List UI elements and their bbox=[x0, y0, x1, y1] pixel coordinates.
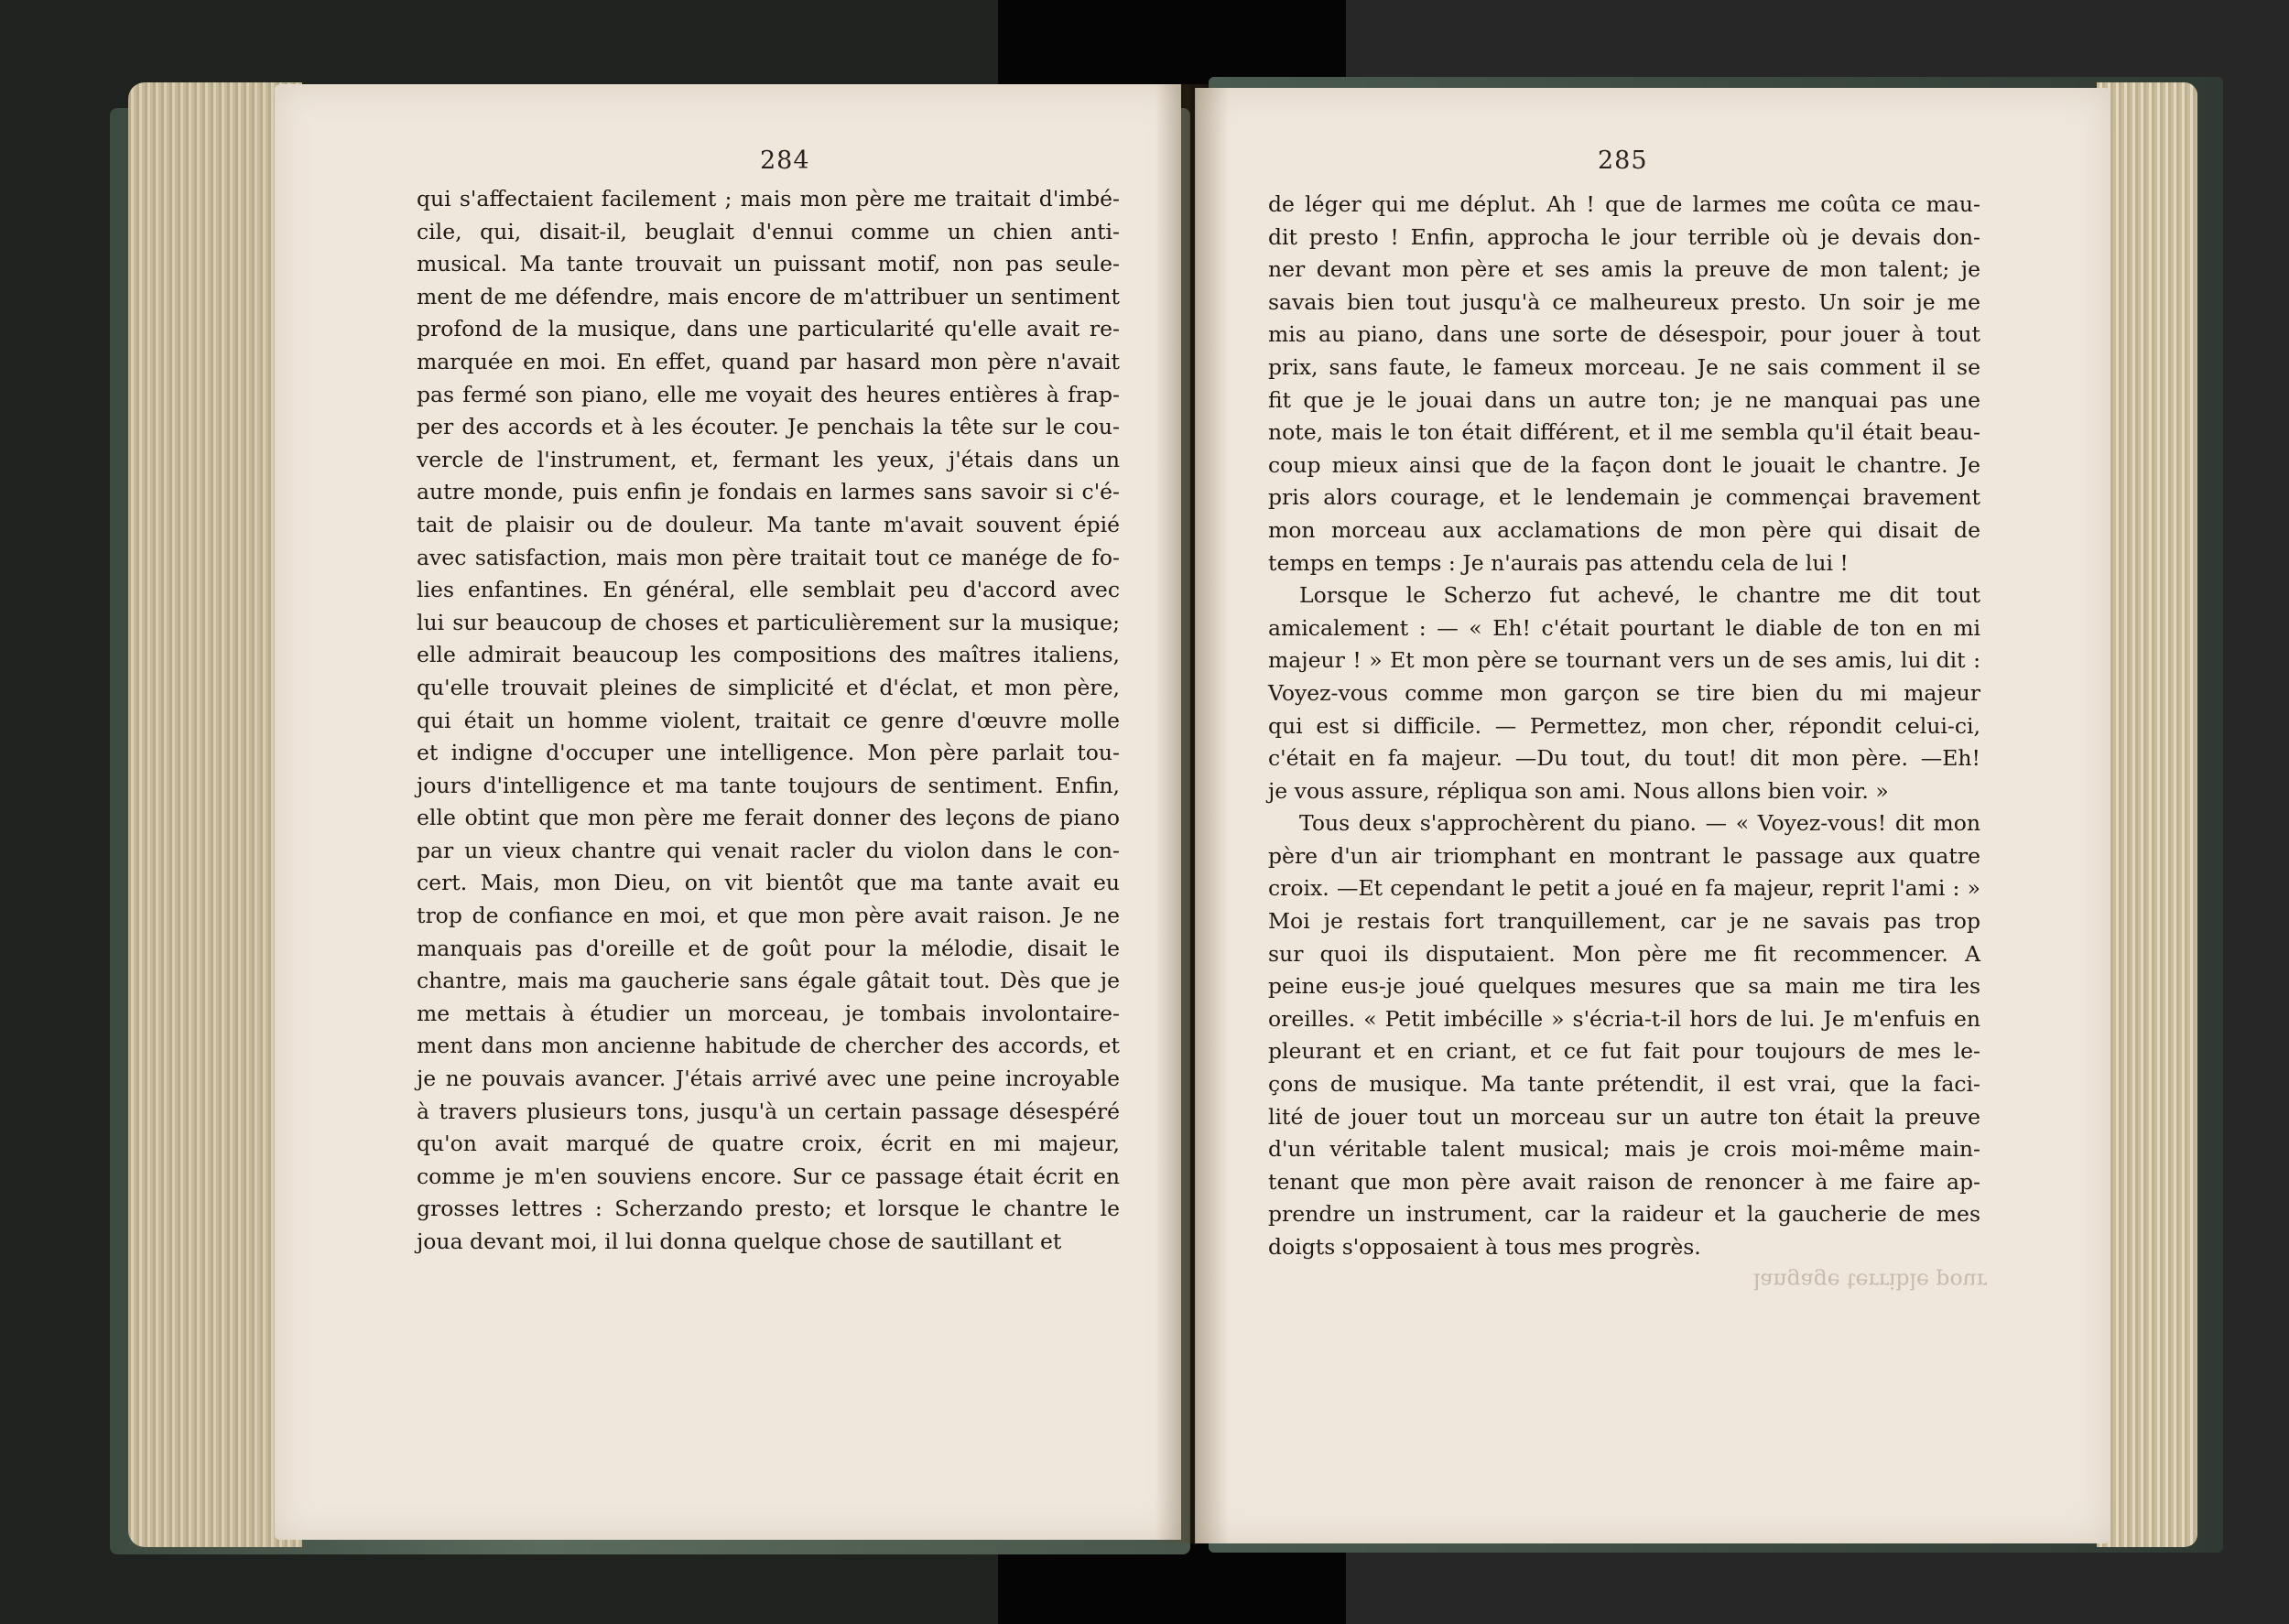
text-line: lité de jouer tout un morceau sur un autre ton était la preuve bbox=[1268, 1103, 1980, 1130]
text-line: qu'on avait marqué de quatre croix, écrit en mi majeur, bbox=[417, 1131, 1120, 1157]
text-line: mon morceau aux acclamations de mon père qui disait de bbox=[1268, 516, 1980, 543]
text-line: profond de la musique, dans une particularité qu'elle avait re- bbox=[417, 316, 1120, 342]
text-line: avec satisfaction, mais mon père traitait tout ce manége de fo- bbox=[417, 544, 1120, 570]
text-line: Lorsque le Scherzo fut achevé, le chantre me dit tout bbox=[1299, 582, 1980, 609]
text-line: çons de musique. Ma tante prétendit, il est vrai, que la faci- bbox=[1268, 1071, 1980, 1098]
text-line: per des accords et à les écouter. Je penchais la tête sur le cou- bbox=[417, 414, 1120, 440]
text-line: fit que je le jouai dans un autre ton; je ne manquai pas une bbox=[1268, 386, 1980, 413]
text-line: trop de confiance en moi, et que mon père avait raison. Je ne bbox=[417, 903, 1120, 929]
text-line: qui est si difficile. — Permettez, mon cher, répondit celui-ci, bbox=[1268, 712, 1980, 739]
text-line: chantre, mais ma gaucherie sans égale gâtait tout. Dès que je bbox=[417, 968, 1120, 994]
text-line: pas fermé son piano, elle me voyait des heures entières à frap- bbox=[417, 381, 1120, 407]
text-line: savais bien tout jusqu'à ce malheureux presto. Un soir je me bbox=[1268, 288, 1980, 315]
text-line: musical. Ma tante trouvait un puissant motif, non pas seule- bbox=[417, 251, 1120, 277]
text-line: cile, qui, disait-il, beuglait d'ennui comme un chien anti- bbox=[417, 218, 1120, 244]
text-line: note, mais le ton était différent, et il me sembla qu'il était beau- bbox=[1268, 419, 1980, 446]
text-line: tenant que mon père avait raison de renoncer à me faire ap- bbox=[1268, 1168, 1980, 1195]
text-line: Voyez-vous comme mon garçon se tire bien du mi majeur bbox=[1268, 679, 1980, 706]
text-line: marquée en moi. En effet, quand par hasard mon père n'avait bbox=[417, 348, 1120, 374]
text-line: père d'un air triomphant en montrant le passage aux quatre bbox=[1268, 842, 1980, 869]
text-line: ment de me défendre, mais encore de m'attribuer un sentiment bbox=[417, 283, 1120, 309]
text-line: grosses lettres : Scherzando presto; et lorsque le chantre le bbox=[417, 1196, 1120, 1222]
text-line: comme je m'en souviens encore. Sur ce passage était écrit en bbox=[417, 1163, 1120, 1189]
text-line: croix. —Et cependant le petit a joué en fa majeur, reprit l'ami : » bbox=[1268, 875, 1980, 902]
text-line: sur quoi ils disputaient. Mon père me fit recommencer. A bbox=[1268, 940, 1980, 967]
text-line: qu'elle trouvait pleines de simplicité et d'éclat, et mon père, bbox=[417, 674, 1120, 700]
text-line: ment dans mon ancienne habitude de chercher des accords, et bbox=[417, 1033, 1120, 1059]
text-line: me mettais à étudier un morceau, je tombais involontaire- bbox=[417, 1000, 1120, 1026]
text-line: d'un véritable talent musical; mais je crois moi-même main- bbox=[1268, 1136, 1980, 1163]
text-line: ner devant mon père et ses amis la preuve de mon talent; je bbox=[1268, 256, 1980, 283]
text-line: mis au piano, dans une sorte de désespoir, pour jouer à tout bbox=[1268, 321, 1980, 348]
text-line: par un vieux chantre qui venait racler du violon dans le con- bbox=[417, 837, 1120, 863]
text-line: peine eus-je joué quelques mesures que sa main me tira les bbox=[1268, 973, 1980, 1000]
text-line: pleurant et en criant, et ce fut fait pour toujours de mes le- bbox=[1268, 1038, 1980, 1065]
text-line: temps en temps : Je n'aurais pas attendu cela de lui ! bbox=[1268, 549, 1849, 576]
text-line: joua devant moi, il lui donna quelque chose de sautillant et bbox=[417, 1229, 1062, 1254]
text-line: lies enfantines. En général, elle semblait peu d'accord avec bbox=[417, 577, 1120, 603]
text-line: de léger qui me déplut. Ah ! que de larmes me coûta ce mau- bbox=[1268, 191, 1980, 217]
page-number-right: 285 bbox=[1598, 146, 1648, 175]
text-line: Moi je restais fort tranquillement, car je ne savais pas trop bbox=[1268, 908, 1980, 935]
text-line: je ne pouvais avancer. J'étais arrivé avec une peine incroyable bbox=[417, 1066, 1120, 1092]
text-line: jours d'intelligence et ma tante toujours de sentiment. Enfin, bbox=[417, 772, 1120, 798]
text-line: amicalement : — « Eh! c'était pourtant le diable de ton en mi bbox=[1268, 614, 1980, 641]
right-page-text bbox=[1268, 189, 1987, 1296]
text-line: et indigne d'occuper une intelligence. Mon père parlait tou- bbox=[417, 740, 1120, 766]
page-number-left: 284 bbox=[760, 146, 810, 175]
text-line: pris alors courage, et le lendemain je commençai bravement bbox=[1268, 484, 1980, 511]
left-page-text bbox=[417, 183, 1120, 1259]
text-line: majeur ! » Et mon père se tournant vers un de ses amis, lui dit : bbox=[1268, 647, 1980, 674]
text-line: tait de plaisir ou de douleur. Ma tante m'avait souvent épié bbox=[417, 511, 1120, 537]
text-line: coup mieux ainsi que de la façon dont le jouait le chantre. Je bbox=[1268, 451, 1980, 478]
book-gutter bbox=[1155, 84, 1229, 1543]
text-line: prendre un instrument, car la raideur et la gaucherie de mes bbox=[1268, 1201, 1980, 1228]
text-line: prix, sans faute, le fameux morceau. Je ne sais comment il se bbox=[1268, 353, 1980, 380]
text-line: oreilles. « Petit imbécille » s'écria-t-il hors de lui. Je m'enfuis en bbox=[1268, 1005, 1980, 1032]
text-line: je vous assure, répliqua son ami. Nous allons bien voir. » bbox=[1268, 777, 1889, 804]
text-line: qui était un homme violent, traitait ce genre d'œuvre molle bbox=[417, 707, 1120, 733]
text-line: elle admirait beaucoup les compositions des maîtres italiens, bbox=[417, 642, 1120, 668]
text-line: dit presto ! Enfin, approcha le jour terrible où je devais don- bbox=[1268, 223, 1980, 250]
text-line: lui sur beaucoup de choses et particulièrement sur la musique; bbox=[417, 609, 1120, 635]
text-line: elle obtint que mon père me ferait donner des leçons de piano bbox=[417, 805, 1120, 831]
page-edges-right bbox=[2097, 82, 2197, 1547]
text-line: vercle de l'instrument, et, fermant les yeux, j'étais dans un bbox=[417, 446, 1120, 472]
text-line: qui s'affectaient facilement ; mais mon père me traitait d'imbé- bbox=[417, 186, 1120, 211]
text-line: cert. Mais, mon Dieu, on vit bientôt que ma tante avait eu bbox=[417, 870, 1120, 896]
text-line: à travers plusieurs tons, jusqu'à un certain passage désespéré bbox=[417, 1098, 1120, 1124]
text-line: doigts s'opposaient à tous mes progrès. bbox=[1268, 1234, 1701, 1260]
bleed-through-text: langage terrible pour bbox=[1753, 1268, 1987, 1294]
text-line: manquais pas d'oreille et de goût pour la mélodie, disait le bbox=[417, 935, 1120, 961]
text-line: c'était en fa majeur. —Du tout, du tout! dit mon père. —Eh! bbox=[1268, 745, 1980, 772]
text-line: Tous deux s'approchèrent du piano. — « Voyez-vous! dit mon bbox=[1299, 810, 1980, 837]
text-line: autre monde, puis enfin je fondais en larmes sans savoir si c'é- bbox=[417, 479, 1120, 505]
